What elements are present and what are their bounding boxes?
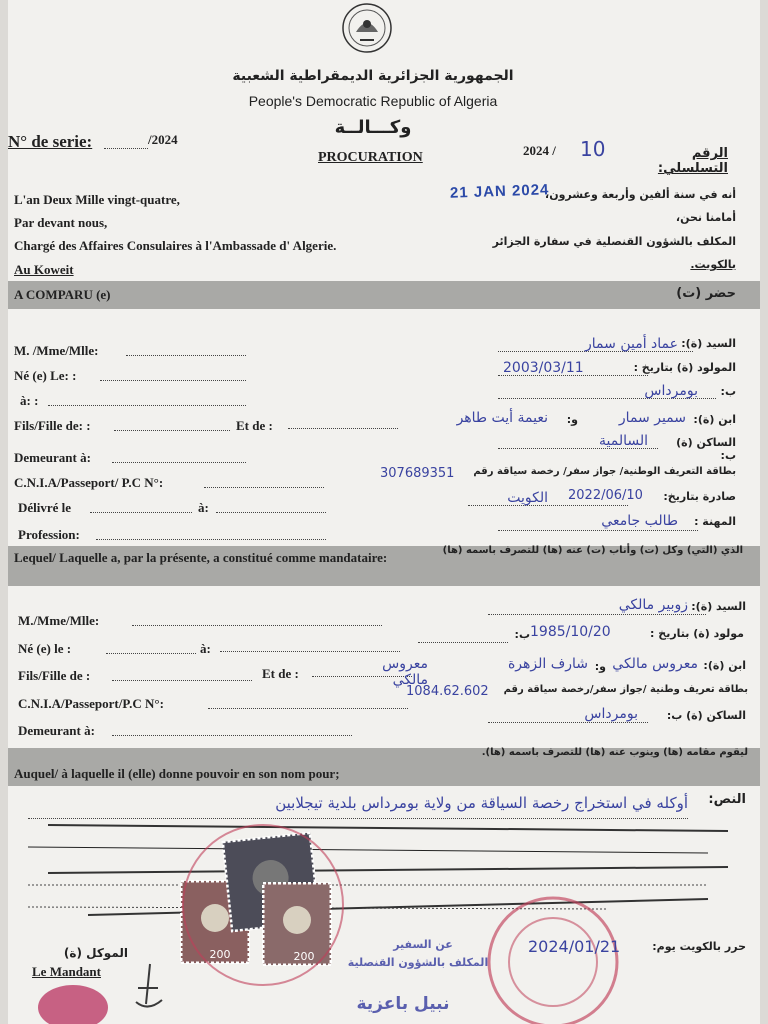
comparant-parents-label2: Et de : [236,418,273,433]
intro-fr-line2: Par devant nous, [14,215,108,230]
serial-ar-year: 2024 / [523,143,556,158]
serial-ar-label: الرقم التسلسلي: [657,146,728,176]
mandataire-name-label: M./Mme/Mlle: [18,613,100,628]
procuration-document: الجمهورية الجزائرية الديمقراطية الشعبية People's Democratic Republic of Algeria N° de serie: /2024 وكـــالــة PROCURATION 2024 / 10 الرقم التسلسلي: L'an Deux Mille vingt-quatre, Par devant nous, Chargé des Affaires Consulaires à l'Ambassade d' Algerie. Au Koweit 21 JAN 2024 أنه في سنة ألفين وأربعة وعشرون، أمامنا نحن، المكلف بالشؤون القنصلية في سفارة الجزائر بالكويت. A COMPARU (e) حضر (ت) M. /Mme/Mlle: عماد أمين سمار السيد (ة): Né (e) Le: : 2003/03/11 المولود (ة) بتاريخ : à: : بومرداس ب: Fils/Fille de: : Et de : نعيمة أيت طاهر و: سمير سمار ابن (ة): Demeurant à: السالمية الساكن (ة) ب: C.N.I.A/Passeport/ P.C N°: 307689351 بطاقة التعريف الوطنية/ جواز سفر/ رخصة سياقة رقم Délivré le à: الكويت 2022/06/10 صادرة بتاريخ: Profession: طالب جامعي المهنة : Lequel/ Laquelle a, par la présente, a constitué comme mandataire: الذي (التي) وكل (ت) وأناب (ت) عنه (ها) للتصرف باسمه (ها) M./Mme/Mlle: زوبير مالكي السيد (ة): Né (e) le : à: ب: 1985/10/20 مولود (ة) بتاريخ : Fils/Fille de : Et de : شارف الزهرة و: معروس مالكي معروس مالكي ابن (ة): C.N.I.A/Passeport/P.C N°: 1084.62.602 بطاقة تعريف وطنية /جواز سفر/رخصة سياقة رقم Demeurant à: بومرداس الساكن (ة) ب: ليقوم مقامه (ها) وينوب عنه (ها) للتصرف باسمه (ها). Auquel/ à laquelle il (elle) donne pouvoir en son nom pour; أوكله في استخراج رخصة السياقة من ولاية بومرداس بلدية تيجلابين النص: 200 200 الموكل (ة) Le Mandant عن السفير المكلف بالشؤون القنصلية نبيل باعزية 2024/01/21 حرر بالكويت يوم: [8,0,760,1024]
mandataire-id-line [208,708,408,709]
doc-title-french: PROCURATION [318,150,423,165]
mandataire-mother-value: شارف الزهرة [507,656,588,672]
mandataire-id-label: C.N.I.A/Passeport/P.C N°: [18,696,164,711]
mandataire-id-value: 1084.62.602 [406,684,489,699]
comparant-born-ar-label: المولود (ة) بتاريخ : [633,361,736,374]
section2-ar: الذي (التي) وكل (ت) وأناب (ت) عنه (ها) للتصرف باسمه (ها) [442,545,743,556]
comparant-parents-ar-label: ابن (ة): [693,413,736,426]
comparant-place-value: بومرداس [644,383,698,399]
mandataire-address-ar-line [488,722,648,723]
comparant-place-ar-label: ب: [720,385,736,398]
mandataire-born-ar-label2: ب: [514,628,530,641]
comparant-issued-ar-label: صادرة بتاريخ: [663,490,736,503]
mandant-fr: Le Mandant [32,964,101,979]
comparant-issued-at-label: à: [198,500,209,515]
intro-ar-line3: المكلف بالشؤون القنصلية في سفارة الجزائر [492,235,736,248]
header-english-title: People's Democratic Republic of Algeria [248,93,498,109]
comparant-name-label: M. /Mme/Mlle: [14,343,99,358]
svg-text:200: 200 [293,950,315,963]
mandataire-name-line [132,625,382,626]
doc-title-arabic: وكـــالــة [334,117,412,138]
section2-fr: Lequel/ Laquelle a, par la présente, a constitué comme mandataire: [14,550,388,565]
text-strike-lines [8,815,760,935]
section1-ar: حضر (ت) [676,286,736,301]
comparant-issued-date-value: 2022/06/10 [568,488,643,503]
state-emblem-icon [338,2,396,54]
intro-fr-line4: Au Koweit [14,262,74,277]
mandataire-address-label: Demeurant à: [18,723,95,738]
intro-fr-line1: L'an Deux Mille vingt-quatre, [14,192,180,207]
mandataire-parents-label2: Et de : [262,666,299,681]
mandataire-born-value: 1985/10/20 [530,624,611,640]
mandataire-born-at-label: à: [200,641,211,656]
mandant-signature [128,958,168,1018]
comparant-born-value: 2003/03/11 [503,360,584,376]
comparant-born-label: Né (e) Le: : [14,368,77,383]
serial-fr-year: /2024 [148,132,178,147]
comparant-name-ar-label: السيد (ة): [681,337,736,350]
mandataire-parents-ar-label: ابن (ة): [703,659,746,672]
comparant-born-line [100,380,246,381]
intro-ar-line4: بالكويت. [690,258,736,271]
mandataire-id-ar-label: بطاقة تعريف وطنية /جواز سفر/رخصة سياقة رقم [503,684,748,695]
comparant-parents-ar-label2: و: [566,413,578,426]
comparant-id-label: C.N.I.A/Passeport/ P.C N°: [14,475,164,490]
comparant-issued-place-value: الكويت [507,490,548,506]
text-ar-label: النص: [708,792,746,807]
done-at-label: حرر بالكويت يوم: [652,940,746,953]
serial-ar-number: 10 [580,137,606,161]
comparant-address-label: Demeurant à: [14,450,91,465]
mandataire-parents-label: Fils/Fille de : [18,668,91,683]
signatory-name: نبيل باعزية [356,994,450,1014]
mandataire-born-label: Né (e) le : [18,641,72,656]
comparant-father-value: سمير سمار [618,410,686,426]
comparant-id-line [204,487,324,488]
intro-fr-line3: Chargé des Affaires Consulaires à l'Ambassade d' Algerie. [14,238,337,253]
mandataire-name-ar-label: السيد (ة): [691,600,746,613]
mandataire-born-line [106,653,196,654]
text-value: أوكله في استخراج رخصة السياقة من ولاية بومرداس بلدية تيجلابين [275,794,688,812]
comparant-issued-label: Délivré le [18,500,72,515]
intro-ar-line1: أنه في سنة ألفين وأربعة وعشرون، [545,188,736,201]
comparant-profession-label: Profession: [18,527,80,542]
date-stamp: 21 JAN 2024 [449,181,550,202]
mandant-ar: الموكل (ة) [63,946,128,960]
comparant-address-ar-label: الساكن (ة) ب: [676,436,736,462]
comparant-mother-value: نعيمة أيت طاهر [456,410,548,426]
header-arabic-title: الجمهورية الجزائرية الديمقراطية الشعبية [232,68,514,84]
mandataire-address-ar-label: الساكن (ة) ب: [666,709,746,722]
comparant-address-value: السالمية [599,433,648,449]
section1-fr: A COMPARU (e) [14,287,111,302]
ambassador-label: عن السفير [393,938,453,951]
mandataire-born-ar-label: مولود (ة) بتاريخ : [650,627,744,640]
comparant-issued-line [90,512,192,513]
comparant-profession-value: طالب جامعي [601,513,678,529]
comparant-name-value: عماد أمين سمار [585,336,678,352]
consular-label: المكلف بالشؤون القنصلية [347,956,489,969]
comparant-id-value: 307689351 [380,466,455,481]
mandataire-address-value: بومرداس [584,706,638,722]
mandataire-father-value-display: معروس مالكي [612,656,698,672]
done-date-value: 2024/01/21 [528,937,621,956]
serial-fr-label: N° de serie: [8,132,93,151]
svg-text:200: 200 [209,948,231,961]
comparant-parents-label: Fils/Fille de: : [14,418,91,433]
intro-ar-line2: أمامنا نحن، [675,211,736,224]
mandataire-address-line [112,735,352,736]
serial-fr-line [104,148,148,149]
mandataire-born-at-line [220,651,400,652]
comparant-name-line [126,355,246,356]
comparant-issued-at-line [216,512,326,513]
comparant-profession-line [96,539,326,540]
comparant-place-line [48,405,246,406]
comparant-profession-ar-line [498,530,698,531]
comparant-address-line [112,462,246,463]
section3-fr: Auquel/ à laquelle il (elle) donne pouvoir en son nom pour; [14,766,340,781]
comparant-parents-line [114,430,230,431]
mandataire-parents-ar-label2: و: [594,660,606,673]
section3-ar: ليقوم مقامه (ها) وينوب عنه (ها) للتصرف باسمه (ها). [481,747,748,758]
mandataire-name-ar-line [488,614,706,615]
comparant-profession-ar-label: المهنة : [694,515,736,528]
comparant-parents-line2 [288,428,398,429]
fingerprint-mark [38,985,108,1024]
mandataire-parents-line [112,680,252,681]
comparant-id-ar-label: بطاقة التعريف الوطنية/ جواز سفر/ رخصة سياقة رقم [473,466,736,477]
comparant-place-label: à: : [20,393,39,408]
mandataire-name-value: زوبير مالكي [618,597,688,613]
mandataire-born-ar-line2 [418,642,508,643]
